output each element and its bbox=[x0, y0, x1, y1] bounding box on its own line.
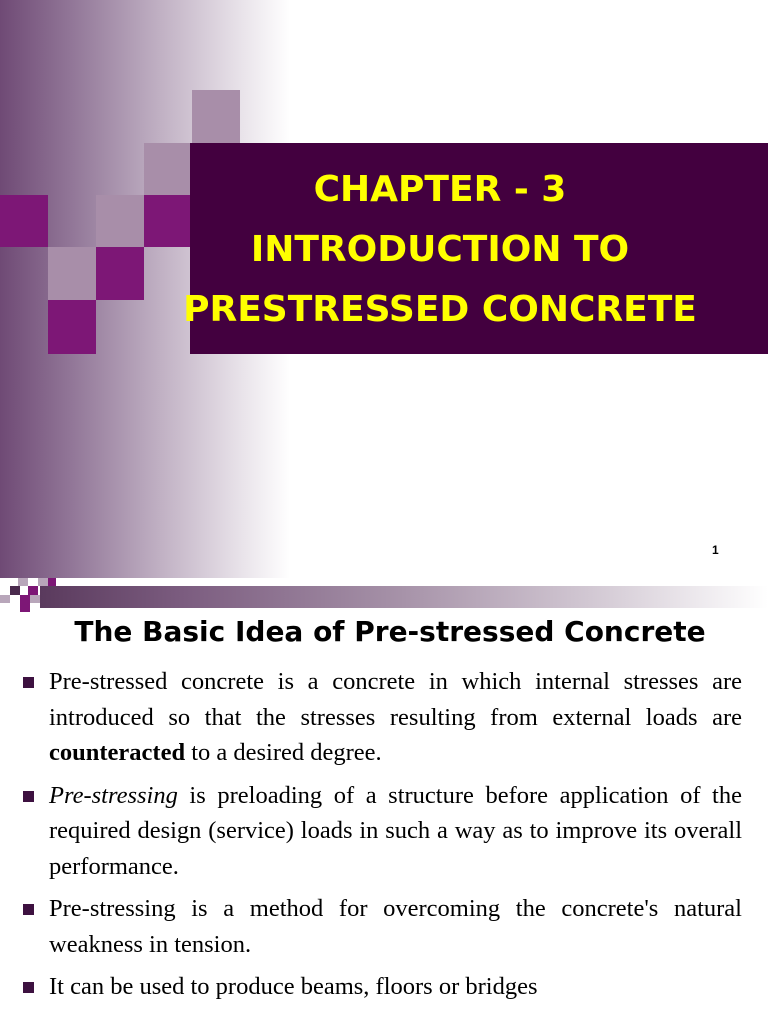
bullet-item bbox=[20, 969, 742, 1005]
bullet-item bbox=[20, 664, 742, 771]
decor-square bbox=[96, 195, 144, 247]
bullet-list bbox=[20, 664, 742, 1012]
decor-pixel bbox=[0, 595, 10, 603]
decor-square bbox=[96, 247, 144, 300]
title-line: INTRODUCTION TO bbox=[250, 229, 630, 270]
bullet-text: is preloading of a structure before application of the required design (service) loads in such a way as to improve its overall performance. bbox=[49, 781, 742, 880]
decor-pixel bbox=[20, 595, 30, 603]
bold-term: counteracted bbox=[49, 739, 186, 766]
header-gradient-strip bbox=[40, 586, 768, 608]
bullet-item bbox=[20, 891, 742, 962]
decor-pixel bbox=[20, 603, 30, 612]
decor-pixel bbox=[10, 586, 20, 595]
italic-term: Pre-stressing bbox=[49, 781, 178, 809]
decor-square bbox=[192, 90, 240, 143]
bullet-text: It can be used to produce beams, floors or bridges bbox=[49, 973, 538, 1000]
bullet-text: to a desired degree. bbox=[185, 739, 382, 766]
square-bullet-icon bbox=[23, 677, 34, 688]
bullet-text: Pre-stressed concrete is a concrete in which internal stresses are introduced so that the stresses resulting from external loads are bbox=[49, 668, 742, 731]
decor-square bbox=[48, 300, 96, 354]
square-bullet-icon bbox=[23, 791, 34, 802]
bullet-item bbox=[20, 778, 742, 885]
decor-pixel bbox=[30, 595, 40, 603]
title-line: PRESTRESSED CONCRETE bbox=[183, 289, 697, 330]
square-bullet-icon bbox=[23, 904, 34, 915]
decor-square bbox=[48, 247, 96, 300]
slide-number: 1 bbox=[712, 543, 719, 557]
decor-pixel bbox=[48, 578, 56, 586]
decor-pixel bbox=[18, 578, 28, 586]
decor-square bbox=[0, 195, 48, 247]
bullet-text: Pre-stressing is a method for overcoming the concrete's natural weakness in tension. bbox=[49, 895, 742, 958]
content-slide bbox=[0, 578, 768, 1024]
slide-title: The Basic Idea of Pre-stressed Concrete bbox=[74, 615, 706, 648]
chapter-title bbox=[160, 160, 720, 340]
decor-pixel bbox=[28, 586, 38, 595]
title-line: CHAPTER - 3 bbox=[313, 169, 567, 210]
decor-pixel bbox=[38, 578, 48, 586]
square-bullet-icon bbox=[23, 982, 34, 993]
